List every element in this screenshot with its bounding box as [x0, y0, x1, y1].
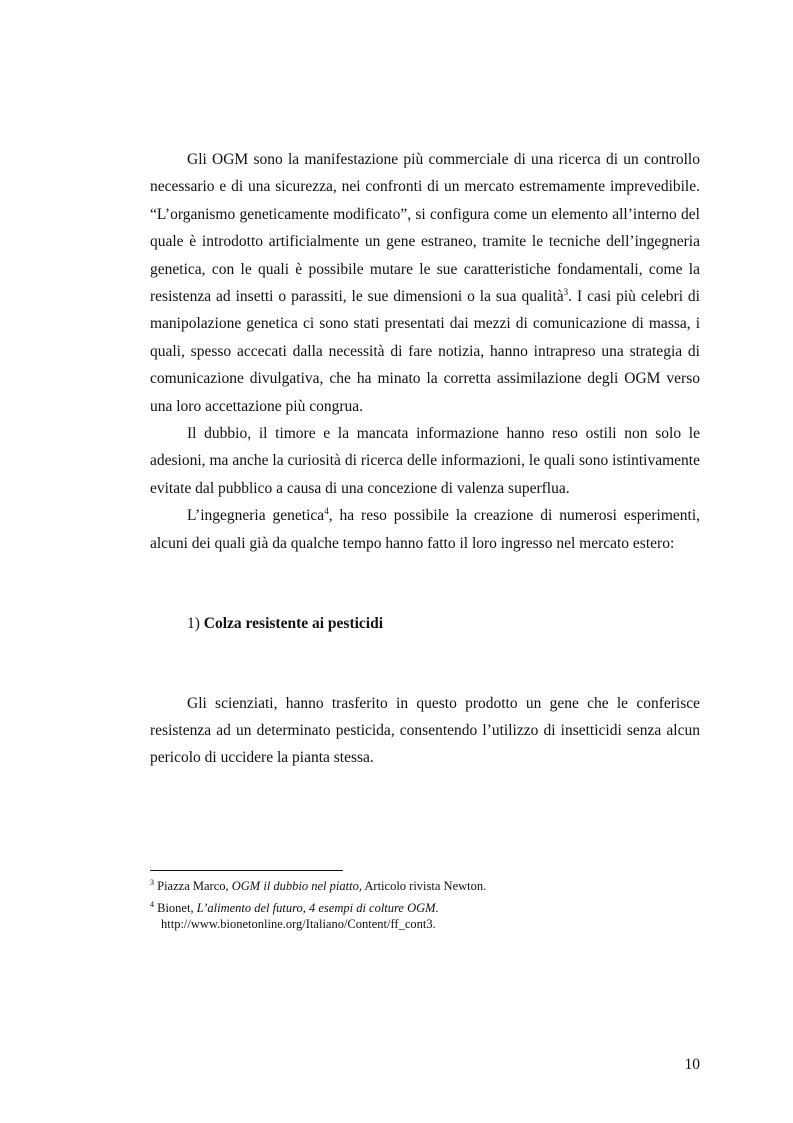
footnote-3-author: Piazza Marco,	[154, 879, 232, 893]
paragraph-doubt: Il dubbio, il timore e la mancata informazione hanno reso ostili non solo le adesioni, ma anche la curiosità di ricerca delle informazioni, le quali sono istintivamente evitate dal pubblico a causa di una concezione di valenza superflua.	[150, 425, 700, 497]
paragraph-ogm-intro-text-b: . I casi più celebri di manipolazione genetica ci sono stati presentati dai mezzi di comunicazione di massa, i quali, spesso accecati dalla necessità di fare notizia, hanno intrapreso una strategia di comunicazione divulgativa, che ha minato la corretta assimilazione degli OGM verso una loro accettazione più congrua.	[150, 288, 700, 415]
footnotes	[150, 870, 700, 938]
paragraph-scientists: Gli scienziati, hanno trasferito in questo prodotto un gene che le conferisce resistenza ad un determinato pesticida, consentendo l’utilizzo di insetticidi senza alcun pericolo di uccidere la pianta stessa.	[150, 694, 700, 767]
footnote-3-title: OGM il dubbio nel piatto,	[231, 879, 362, 893]
paragraph-ogm-intro	[150, 146, 700, 420]
spacer	[150, 557, 700, 610]
section-heading-colza	[150, 610, 700, 637]
footnote-3-number: 3	[150, 877, 154, 887]
footnote-4-url: http://www.bionetonline.org/Italiano/Content/ff_cont3.	[161, 917, 436, 931]
footnote-4-number: 4	[150, 899, 154, 909]
spacer	[150, 638, 700, 690]
section-heading-number: 1)	[187, 615, 204, 633]
footnote-3-source: Articolo rivista Newton.	[361, 879, 487, 893]
paragraph-genetic-engineering	[150, 502, 700, 557]
paragraph-genetic-engineering-text-b: , ha reso possibile la creazione di numerosi esperimenti, alcuni dei quali già da qualche tempo hanno fatto il loro ingresso nel mercato estero:	[150, 507, 700, 552]
footnote-ref-3: 3	[563, 286, 569, 297]
page-number: 10	[684, 1056, 700, 1073]
footnote-ref-4: 4	[324, 506, 329, 517]
footnote-4-title: L’alimento del futuro, 4 esempi di colture OGM.	[196, 901, 439, 915]
paragraph-ogm-intro-text-a: Gli OGM sono la manifestazione più commerciale di una ricerca di un controllo necessario e di una sicurezza, nei confronti di un mercato estremamente imprevedibile. “L’organismo geneticamente modificato”, si configura come un elemento all’interno del quale è introdotto artificialmente un gene estraneo, tramite le tecniche dell’ingegneria genetica, con le quali è possibile mutare le sue caratteristiche fondamentali, come la resistenza ad insetti o parassiti, le sue dimensioni o la sua qualità	[150, 151, 700, 306]
section-heading-title: Colza resistente ai pesticidi	[203, 615, 384, 633]
footnote-4	[150, 900, 700, 932]
footnote-3	[150, 878, 700, 894]
footnote-divider	[150, 870, 343, 871]
footnote-4-author: Bionet,	[154, 901, 197, 915]
page-body	[150, 146, 700, 772]
paragraph-genetic-engineering-text-a: L’ingegneria genetica	[187, 507, 325, 525]
